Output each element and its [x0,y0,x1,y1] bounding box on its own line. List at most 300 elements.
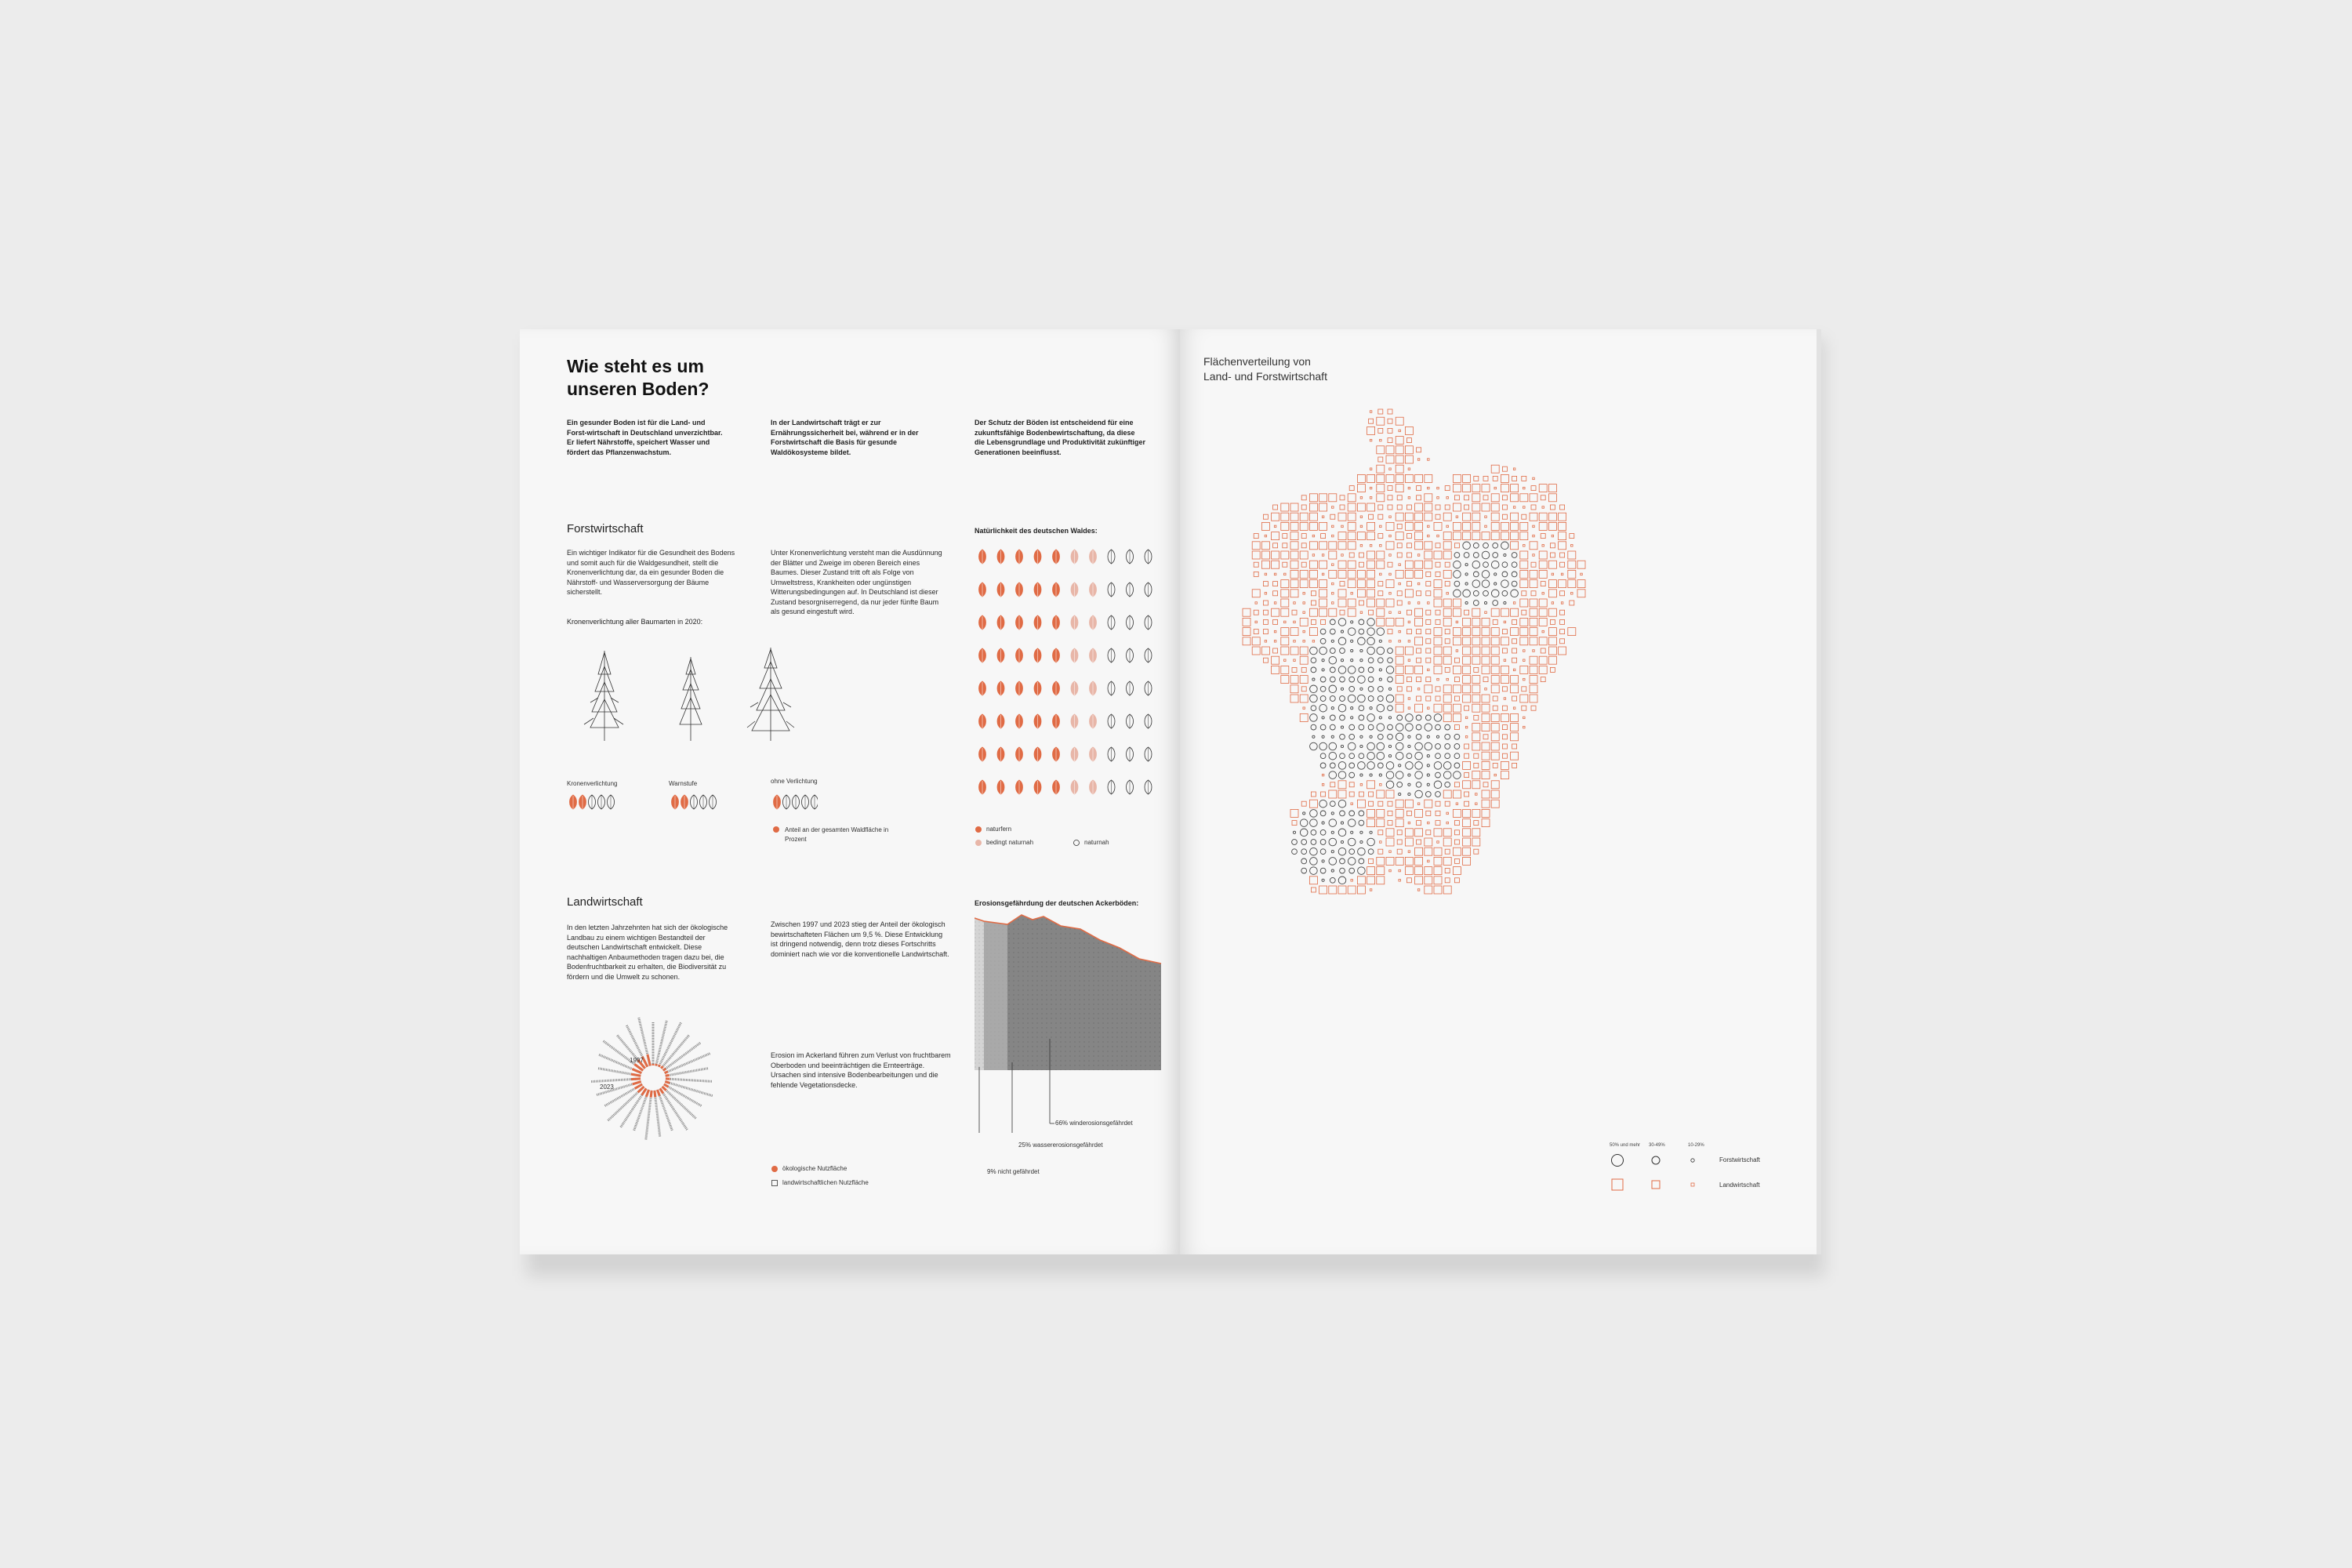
map-cell-forst [1349,763,1355,768]
map-cell-land [1341,525,1344,528]
map-cell-land [1348,513,1356,521]
map-cell-land [1512,639,1517,644]
map-cell-land [1426,696,1431,701]
map-cell-land [1472,724,1480,731]
map-cell-forst [1340,858,1345,864]
map-cell-forst [1330,619,1335,625]
map-cell-land [1329,570,1337,578]
map-cell-land [1426,630,1431,634]
map-cell-land [1511,752,1519,760]
map-cell-land [1340,610,1345,615]
map-cell-land [1531,706,1536,710]
map-cell-land [1281,647,1289,655]
map-cell-land [1359,792,1363,797]
map-cell-forst [1329,685,1337,693]
map-cell-land [1548,637,1556,645]
map-cell-land [1360,784,1363,786]
map-cell-land [1273,582,1278,586]
map-cell-land [1329,608,1337,616]
map-cell-forst [1415,771,1423,779]
map-cell-land [1300,570,1308,578]
map-cell-land [1417,583,1420,585]
map-cell-forst [1377,704,1385,712]
map-cell-land [1501,761,1508,769]
map-cell-land [1321,792,1326,797]
map-cell-forst [1463,542,1471,550]
erosion-area-chart [975,913,1163,1133]
map-cell-land [1474,753,1479,758]
map-cell-land [1406,687,1411,691]
map-cell-forst [1388,648,1393,654]
map-cell-forst [1338,619,1346,626]
erosion-label-water: 25% wassererosionsgefährdet [1018,1142,1103,1149]
map-cell-land [1465,801,1469,806]
map-cell-land [1303,707,1305,710]
map-cell-forst [1396,752,1403,760]
map-cell-land [1377,867,1385,875]
map-cell-forst [1379,717,1381,719]
map-cell-land [1501,532,1508,540]
map-cell-land [1482,637,1490,645]
map-cell-land [1319,886,1327,894]
map-cell-land [1530,656,1537,664]
map-cell-land [1415,608,1423,616]
map-cell-land [1446,822,1449,824]
map-cell-land [1367,580,1375,588]
map-cell-land [1367,809,1375,817]
map-cell-land [1397,687,1402,691]
map-cell-land [1389,516,1392,518]
map-cell-forst [1379,678,1381,681]
map-cell-forst [1358,848,1366,855]
map-cell-land [1388,438,1392,443]
map-cell-land [1548,608,1556,616]
map-cell-forst [1320,638,1326,644]
map-cell-land [1542,506,1544,509]
map-cell-land [1309,580,1317,588]
map-cell-forst [1454,771,1461,779]
map-cell-land [1456,621,1458,623]
map-cell-forst [1360,774,1363,776]
map-cell-land [1281,551,1289,559]
map-cell-land [1405,867,1413,875]
map-cell-land [1463,685,1471,693]
map-cell-forst [1416,715,1421,720]
map-cell-land [1512,744,1517,749]
map-cell-land [1568,561,1576,568]
map-cell-forst [1359,629,1364,634]
map-cell-forst [1408,793,1410,795]
map-cell-land [1369,610,1374,615]
map-cell-land [1491,713,1499,721]
map-cell-land [1434,599,1442,607]
map-cell-land [1405,590,1413,597]
map-cell-forst [1360,745,1363,747]
map-cell-forst [1445,744,1450,750]
map-cell-land [1434,656,1442,664]
map-cell-land [1396,695,1403,702]
map-cell-land [1541,582,1545,586]
map-cell-land [1408,641,1410,643]
map-cell-land [1454,878,1459,883]
map-cell-forst [1443,762,1451,770]
forst-text-2: Unter Kronenverlichtung versteht man die Ausdünnung der Blätter und Zweige im oberen Bereich eines Baumes. Dieser Zustand tritt oft als Folge von Umweltstress, Krankheiten oder ungünstigen Witterungsbedingungen auf. In Deutschland ist dieser Zustand besorgniserregend, da nur jeder fünfte Baum als gesund eingestuft wird. [771,549,942,615]
map-cell-land [1380,545,1382,547]
map-cell-land [1406,630,1411,634]
map-cell-land [1530,608,1537,616]
map-cell-forst [1319,704,1327,712]
map-cell-land [1454,840,1459,844]
map-cell-land [1294,602,1296,604]
map-cell-land [1360,497,1363,499]
map-cell-land [1281,503,1289,511]
map-cell-land [1425,561,1432,568]
map-cell-land [1483,735,1488,739]
map-cell-forst [1454,763,1460,768]
map-cell-forst [1359,715,1364,720]
map-cell-land [1456,803,1458,804]
map-cell-land [1453,637,1461,645]
map-cell-land [1396,704,1403,712]
map-cell-land [1483,476,1488,481]
map-cell-forst [1436,772,1441,778]
map-cell-land [1552,535,1554,537]
map-cell-land [1453,628,1461,636]
tree-label-3: ohne Verlichtung [771,778,818,785]
page-title: Wie steht es um unseren Boden? [567,356,710,399]
map-cell-land [1340,505,1345,510]
map-cell-land [1485,612,1487,614]
map-cell-forst [1491,590,1499,597]
map-cell-land [1377,494,1385,502]
map-cell-forst [1338,704,1346,712]
map-cell-land [1472,485,1480,492]
map-cell-forst [1501,580,1509,588]
map-cell-land [1357,877,1365,884]
map-cell-forst [1379,774,1381,776]
map-cell-land [1377,561,1385,568]
map-cell-land [1443,685,1451,693]
map-cell-land [1369,514,1374,519]
map-cell-land [1252,637,1260,645]
map-cell-forst [1484,601,1486,604]
map-cell-land [1453,704,1461,712]
map-cell-forst [1472,561,1480,568]
map-cell-land [1399,630,1401,633]
map-cell-land [1472,513,1480,521]
map-cell-land [1511,542,1519,550]
map-cell-land [1530,628,1537,636]
map-cell-forst [1340,753,1345,759]
map-cell-forst [1472,580,1480,588]
map-cell-forst [1425,792,1431,797]
map-cell-land [1290,503,1298,511]
map-cell-forst [1330,667,1335,673]
radial-eco-bar [663,1069,666,1070]
map-cell-forst [1368,677,1374,682]
map-cell-land [1388,562,1392,567]
map-cell-land [1513,707,1515,710]
map-cell-land [1272,532,1279,540]
radial-legend-land: landwirtschaftlichen Nutzfläche [782,1179,869,1186]
map-cell-forst [1454,553,1460,558]
map-cell-forst [1445,753,1450,759]
map-cell-land [1541,495,1545,500]
map-cell-land [1332,583,1334,585]
map-cell-land [1482,618,1490,626]
map-cell-land [1520,695,1528,702]
map-cell-land [1367,522,1375,530]
map-cell-land [1453,522,1461,530]
map-cell-land [1389,869,1392,872]
map-cell-land [1338,781,1346,789]
map-cell-land [1283,543,1287,548]
map-cell-land [1321,619,1326,624]
map-cell-land [1397,495,1402,500]
map-cell-land [1309,494,1317,502]
map-cell-land [1550,505,1555,510]
map-cell-land [1367,426,1375,434]
map-cell-land [1415,848,1423,855]
map-cell-forst [1320,763,1326,768]
map-cell-land [1454,677,1459,682]
map-cell-forst [1331,735,1334,738]
map-cell-land [1338,886,1346,894]
map-cell-land [1349,792,1354,797]
map-cell-land [1396,666,1403,673]
map-cell-forst [1367,637,1375,645]
map-cell-land [1301,495,1306,500]
map-cell-land [1417,889,1420,891]
map-cell-land [1274,630,1276,633]
map-cell-land [1319,494,1327,502]
map-cell-forst [1415,762,1423,770]
map-cell-land [1491,647,1499,655]
map-cell-land [1437,487,1439,489]
map-cell-forst [1504,554,1506,556]
radial-eco-bar [648,1054,650,1066]
map-cell-forst [1320,629,1326,634]
map-cell-land [1520,599,1528,607]
map-cell-land [1294,659,1296,662]
map-cell-land [1472,532,1480,540]
map-cell-land [1273,543,1278,548]
map-cell-forst [1349,811,1355,816]
map-cell-land [1309,503,1317,511]
map-cell-forst [1331,812,1334,815]
tree-icon [680,657,702,741]
map-cell-forst [1351,659,1353,662]
map-cell-land [1370,411,1372,413]
map-cell-forst [1368,667,1374,673]
map-cell-land [1425,494,1432,502]
map-cell-land [1436,821,1440,826]
map-cell-land [1415,877,1423,884]
map-cell-land [1254,630,1258,634]
map-cell-land [1377,790,1385,798]
map-cell-land [1568,551,1576,559]
map-cell-land [1426,830,1431,835]
map-cell-land [1491,494,1499,502]
map-cell-forst [1310,848,1318,855]
map-cell-land [1399,641,1401,643]
map-cell-land [1408,659,1410,662]
tree-label-1: Kronenverlichtung [567,780,618,787]
map-cell-land [1330,514,1335,519]
map-cell-land [1472,494,1480,502]
map-cell-land [1434,666,1442,673]
map-cell-forst [1427,774,1429,776]
map-cell-land [1309,522,1317,530]
map-cell-land [1502,648,1507,653]
map-cell-land [1491,676,1499,684]
map-cell-land [1530,695,1537,702]
map-cell-land [1539,666,1547,673]
map-cell-forst [1408,783,1410,786]
map-cell-forst [1358,867,1366,875]
erosion-label-not: 9% nicht gefährdet [987,1168,1040,1175]
map-cell-land [1338,590,1346,597]
map-cell-land [1255,621,1258,623]
right-page [1180,329,1821,1254]
map-cell-land [1522,514,1526,519]
map-cell-land [1522,476,1526,481]
map-cell-land [1406,438,1411,443]
map-cell-land [1377,618,1385,626]
map-cell-land [1281,608,1289,616]
map-cell-land [1472,771,1480,779]
map-cell-forst [1512,572,1517,577]
map-cell-land [1571,593,1573,595]
map-cell-land [1263,630,1268,634]
radial-eco-bar [633,1082,641,1084]
map-cell-land [1332,506,1334,509]
map-cell-land [1415,570,1423,578]
section-heading-land: Landwirtschaft [567,895,643,909]
map-cell-forst [1367,752,1375,760]
map-cell-forst [1322,860,1324,862]
map-cell-land [1322,554,1324,557]
map-cell-land [1511,713,1519,721]
map-cell-land [1367,819,1375,827]
map-cell-land [1417,448,1421,452]
map-cell-land [1453,532,1461,540]
map-cell-forst [1396,771,1403,779]
land-text-3: Erosion im Ackerland führen zum Verlust von fruchtbarem Oberboden und beeinträchtigen die Ernteerträge. Ursachen sind intensive Bodenbearbeitungen und die fehlende Vegetationsdecke. [771,1051,951,1089]
map-cell-forst [1329,752,1337,760]
map-cell-land [1437,841,1439,844]
map-cell-land [1405,561,1413,568]
map-cell-forst [1416,734,1421,739]
map-cell-land [1332,535,1334,537]
map-cell-land [1332,593,1334,595]
map-cell-land [1397,849,1402,854]
map-title-line-1: Flächenverteilung von [1203,355,1311,368]
map-cell-land [1369,801,1374,806]
map-cell-land [1386,599,1394,607]
map-cell-forst [1388,677,1393,682]
map-cell-land [1243,608,1250,616]
map-cell-forst [1377,724,1385,731]
erosion-title: Erosionsgefährdung der deutschen Ackerböden: [975,899,1139,907]
map-cell-land [1520,561,1528,568]
map-cell-land [1388,821,1392,826]
map-cell-forst [1320,811,1326,816]
map-cell-forst [1340,811,1345,816]
map-cell-land [1548,656,1556,664]
map-cell-land [1560,610,1565,615]
map-cell-forst [1512,562,1517,568]
germany-grid-map [1180,329,1817,1254]
map-cell-land [1491,800,1499,808]
map-cell-land [1290,570,1298,578]
map-cell-land [1367,590,1375,597]
map-cell-forst [1351,649,1353,652]
map-cell-forst [1454,571,1461,579]
map-cell-land [1560,505,1565,510]
map-cell-forst [1359,753,1364,759]
map-cell-land [1281,590,1289,597]
map-cell-land [1472,676,1480,684]
map-cell-land [1436,514,1440,519]
map-legend-header-1: 50% und mehr [1610,1143,1641,1148]
map-cell-forst [1301,849,1307,855]
map-cell-forst [1454,734,1460,739]
map-cell-forst [1338,637,1346,645]
map-cell-land [1502,687,1507,691]
map-cell-land [1548,494,1556,502]
map-cell-land [1533,554,1535,557]
map-cell-land [1369,419,1374,423]
map-cell-land [1290,676,1298,684]
map-cell-forst [1436,753,1441,759]
map-cell-land [1491,522,1499,530]
map-cell-land [1539,618,1547,626]
map-cell-land [1530,685,1537,693]
map-cell-land [1338,561,1346,568]
map-cell-forst [1348,742,1356,750]
map-cell-land [1284,573,1287,575]
map-cell-land [1415,522,1423,530]
map-cell-forst [1341,822,1343,824]
map-cell-land [1465,792,1469,797]
map-cell-land [1380,573,1382,575]
natural-forest-leaf-grid [975,543,1163,817]
map-cell-forst [1311,658,1316,663]
map-cell-land [1548,590,1556,597]
map-cell-land [1436,572,1440,576]
map-cell-land [1399,430,1401,432]
map-cell-land [1332,602,1334,604]
map-cell-land [1292,610,1297,615]
map-cell-land [1511,685,1519,693]
map-cell-land [1386,790,1394,798]
map-cell-land [1415,503,1423,511]
map-cell-forst [1348,838,1356,846]
map-cell-land [1443,713,1451,721]
map-cell-forst [1359,820,1364,826]
map-cell-land [1570,534,1574,539]
map-cell-forst [1491,561,1499,568]
map-cell-land [1453,790,1461,798]
map-cell-land [1272,608,1279,616]
map-cell-land [1281,666,1289,673]
map-cell-land [1550,543,1555,548]
erosion-label-wind: 66% winderosionsgefährdet [1055,1120,1133,1127]
map-cell-forst [1338,829,1346,837]
map-cell-land [1300,551,1308,559]
map-cell-land [1443,608,1451,616]
